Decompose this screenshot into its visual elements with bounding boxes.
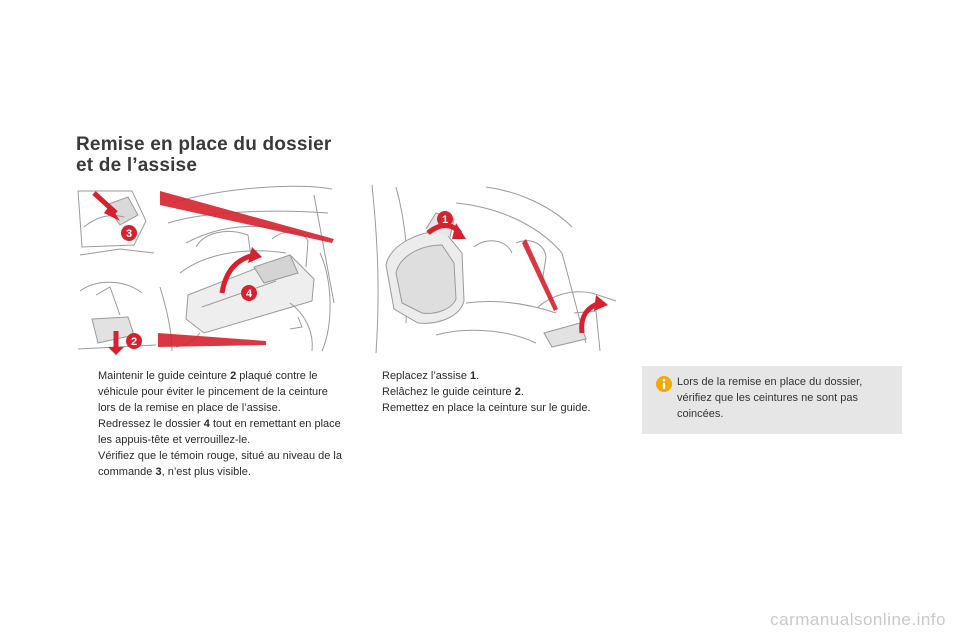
watermark: carmanualsonline.info (770, 610, 946, 629)
instruction-item (76, 416, 346, 448)
instruction-text: Maintenir le guide ceinture (98, 370, 231, 382)
callout-number: 1 (470, 370, 477, 382)
callout-1 (437, 211, 453, 227)
page-title (76, 134, 366, 176)
callout-4 (241, 285, 257, 301)
left-instruction-list (76, 368, 346, 480)
instruction-item (360, 368, 630, 384)
instruction-text: Redressez le dossier (98, 418, 204, 430)
callout-3 (121, 225, 137, 241)
instruction-text: Remettez en place la ceinture sur le guide. (382, 402, 591, 414)
svg-text:4: 4 (245, 288, 253, 300)
instruction-text: Replacez l’assise (382, 370, 471, 382)
instruction-text: plaqué contre le véhicule pour éviter le pincement de la ceinture lors de la remise en place de l’assise. (98, 370, 328, 414)
instruction-item (360, 384, 630, 400)
info-box (642, 366, 902, 434)
callout-number: 3 (155, 466, 162, 478)
svg-text:2: 2 (130, 336, 138, 348)
instruction-text: . (520, 386, 524, 398)
instruction-text: Vérifiez que le témoin rouge, situé au niveau de la commande (98, 450, 342, 478)
callout-number: 2 (230, 370, 237, 382)
rear-seat-backrest-illustration (76, 183, 336, 355)
middle-instruction-list (360, 368, 630, 416)
middle-instructions (360, 368, 630, 416)
page-title-line-1: Remise en place du dossier (76, 134, 332, 155)
left-instructions (76, 368, 346, 480)
instruction-text: tout en remettant en place les appuis-tête et verrouillez-le. (98, 418, 341, 446)
instruction-text: . (476, 370, 480, 382)
callout-number: 4 (203, 418, 210, 430)
instruction-text: Relâchez le guide ceinture (382, 386, 515, 398)
info-icon (656, 376, 672, 392)
rear-seat-cushion-illustration (366, 183, 620, 355)
callout-2 (126, 333, 142, 349)
instruction-item (360, 400, 630, 416)
svg-text:3: 3 (125, 228, 133, 240)
svg-text:1: 1 (441, 214, 449, 226)
instruction-item (76, 368, 346, 416)
instruction-item (76, 448, 346, 480)
page-title-line-2: et de l’assise (76, 155, 198, 176)
info-text: Lors de la remise en place du dossier, vérifiez que les ceintures ne sont pas coincées. (677, 376, 863, 420)
callout-number: 2 (514, 386, 521, 398)
instruction-text: , n’est plus visible. (161, 466, 251, 478)
